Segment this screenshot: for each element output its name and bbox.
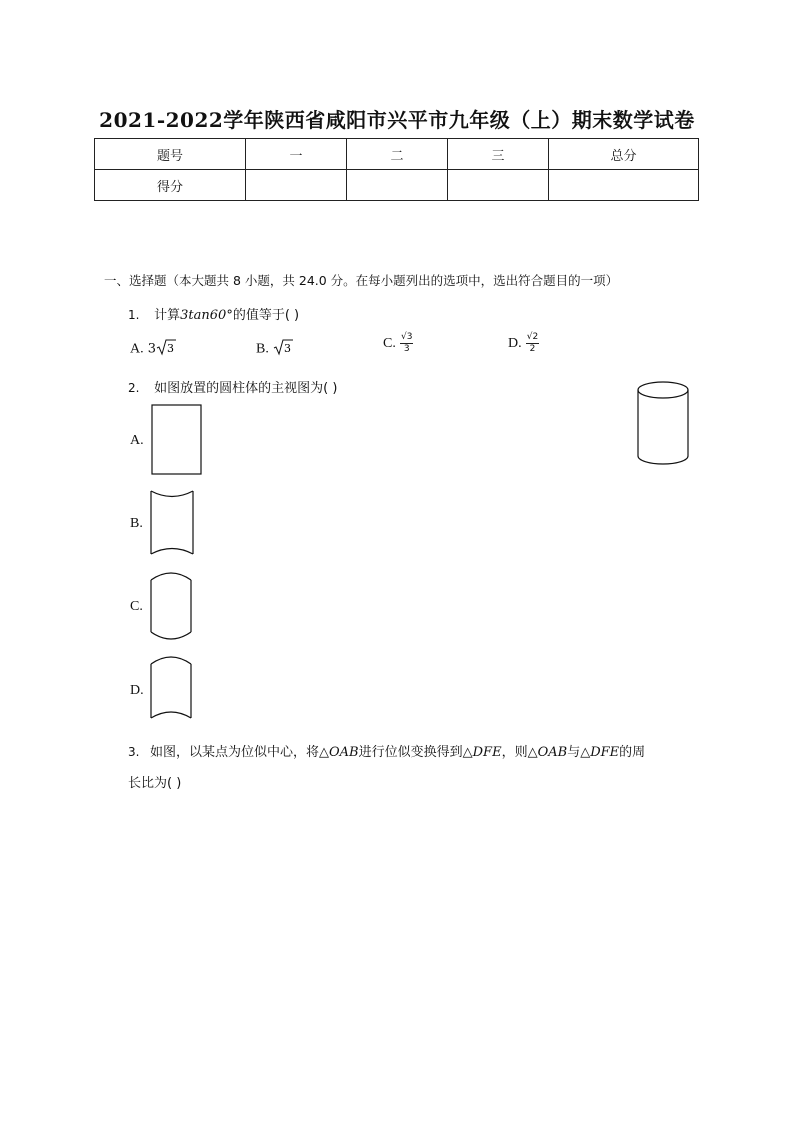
option-a[interactable] [130,339,176,359]
score-cell-3[interactable] [448,170,549,201]
option-d-label[interactable]: D. [130,683,144,698]
math-expression: △DFE [580,745,620,760]
question-text: 的周 [619,745,646,760]
table-cell: 二 [347,139,448,170]
math-expression: △OAB [319,745,359,760]
option-b[interactable] [256,339,293,359]
table-cell: 题号 [95,139,246,170]
score-table-score-row [95,170,699,201]
question-number: 1. [128,308,140,322]
score-cell-2[interactable] [347,170,448,201]
math-expression: △DFE [462,745,502,760]
table-cell: 得分 [95,170,246,201]
denominator: 2 [529,344,536,354]
page-title: 2021-2022学年陕西省咸阳市兴平市九年级（上）期末数学试卷 [99,108,695,132]
question-3-line-2: 长比为( ) [128,776,182,791]
table-cell: 总分 [549,139,699,170]
question-text: 与 [567,745,581,760]
sqrt-symbol [156,339,176,359]
math-expression: △OAB [527,745,568,760]
option-label: A. [130,341,144,357]
numerator: √3 [400,332,413,342]
question-number: 3. [128,745,140,759]
math-expression: 3tan60° [180,308,233,323]
question-text: 的值等于( ) [232,308,300,323]
option-a-label[interactable]: A. [130,433,144,448]
numerator: √2 [526,332,539,342]
score-table-header-row [95,139,699,170]
option-d[interactable] [508,333,539,354]
question-2 [128,377,337,396]
score-table [94,138,699,201]
table-cell: 一 [246,139,347,170]
option-c-convex-shape[interactable] [149,570,197,644]
question-text: 如图放置的圆柱体的主视图为( ) [154,381,338,396]
question-text: 如图，以某点为位似中心，将 [150,745,320,760]
score-cell-total[interactable] [549,170,699,201]
question-text: 进行位似变换得到 [358,745,463,760]
option-c-label[interactable]: C. [130,599,143,614]
question-number: 2. [128,381,140,395]
cylinder-figure [633,378,693,468]
score-cell-1[interactable] [246,170,347,201]
option-b-label[interactable]: B. [130,516,143,531]
coefficient: 3 [147,341,157,357]
radicand: 3 [283,342,291,355]
question-3 [128,741,698,760]
fraction [526,333,539,354]
option-label: D. [508,336,522,351]
table-cell: 三 [448,139,549,170]
option-c[interactable] [383,333,413,354]
fraction [400,333,413,354]
section-heading: 一、选择题（本大题共 8 小题，共 24.0 分。在每小题列出的选项中，选出符合题目的一项） [104,273,619,288]
option-label: B. [256,341,269,357]
radicand: 3 [167,342,175,355]
question-text: 计算 [154,308,181,323]
question-1 [128,304,299,323]
question-text: ，则 [501,745,528,760]
option-label: C. [383,336,396,351]
denominator: 3 [403,344,410,354]
option-d-mixed-shape[interactable] [149,654,197,728]
sqrt-symbol [273,339,293,359]
option-a-rectangle[interactable] [151,404,203,476]
option-b-concave-shape[interactable] [149,488,197,558]
